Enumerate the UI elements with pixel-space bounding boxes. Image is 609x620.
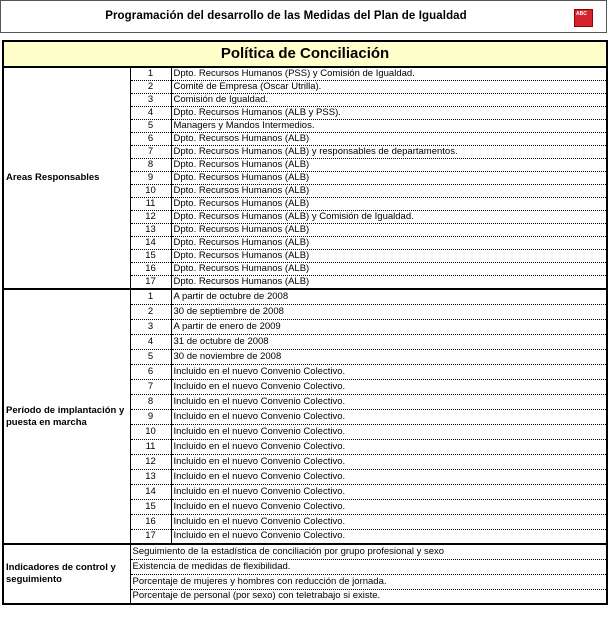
row-text: Dpto. Recursos Humanos (ALB) y Comisión de Igualdad. bbox=[171, 211, 607, 224]
indicator-text: Seguimiento de la estadística de conciliación por grupo profesional y sexo bbox=[130, 544, 607, 559]
row-text: Incluido en el nuevo Convenio Colectivo. bbox=[171, 409, 607, 424]
row-text: Dpto. Recursos Humanos (ALB) bbox=[171, 276, 607, 290]
row-number: 16 bbox=[130, 514, 171, 529]
row-text: Dpto. Recursos Humanos (ALB) bbox=[171, 133, 607, 146]
row-number: 9 bbox=[130, 172, 171, 185]
row-text: Incluido en el nuevo Convenio Colectivo. bbox=[171, 394, 607, 409]
row-text: Dpto. Recursos Humanos (ALB) bbox=[171, 224, 607, 237]
row-number: 3 bbox=[130, 319, 171, 334]
row-number: 12 bbox=[130, 454, 171, 469]
row-number: 6 bbox=[130, 364, 171, 379]
row-text: Incluido en el nuevo Convenio Colectivo. bbox=[171, 499, 607, 514]
company-logo-icon: ABC bbox=[574, 9, 593, 27]
row-text: Incluido en el nuevo Convenio Colectivo. bbox=[171, 364, 607, 379]
row-text: 30 de septiembre de 2008 bbox=[171, 304, 607, 319]
row-number: 4 bbox=[130, 107, 171, 120]
row-number: 11 bbox=[130, 439, 171, 454]
row-text: Incluido en el nuevo Convenio Colectivo. bbox=[171, 454, 607, 469]
row-number: 10 bbox=[130, 424, 171, 439]
indicadores-label: Indicadores de control y seguimiento bbox=[3, 544, 130, 604]
row-number: 14 bbox=[130, 484, 171, 499]
row-number: 8 bbox=[130, 159, 171, 172]
row-text: Comité de Empresa (Oscar Utrilla). bbox=[171, 81, 607, 94]
row-number: 15 bbox=[130, 250, 171, 263]
row-number: 7 bbox=[130, 379, 171, 394]
periodo-implantacion-label: Período de implantación y puesta en marcha bbox=[3, 289, 130, 544]
row-text: Incluido en el nuevo Convenio Colectivo. bbox=[171, 424, 607, 439]
row-number: 15 bbox=[130, 499, 171, 514]
row-number: 7 bbox=[130, 146, 171, 159]
row-text: Comisión de Igualdad. bbox=[171, 94, 607, 107]
row-text: Dpto. Recursos Humanos (ALB) bbox=[171, 237, 607, 250]
row-text: Incluido en el nuevo Convenio Colectivo. bbox=[171, 514, 607, 529]
row-text: Dpto. Recursos Humanos (ALB) bbox=[171, 159, 607, 172]
indicator-row bbox=[3, 544, 607, 559]
indicator-text: Porcentaje de mujeres y hombres con reducción de jornada. bbox=[130, 574, 607, 589]
indicator-text: Porcentaje de personal (por sexo) con teletrabajo si existe. bbox=[130, 589, 607, 604]
row-text: 31 de octubre de 2008 bbox=[171, 334, 607, 349]
measures-table bbox=[2, 40, 608, 605]
policy-title-row bbox=[3, 41, 607, 67]
row-text: Incluido en el nuevo Convenio Colectivo. bbox=[171, 529, 607, 544]
row-text: A partir de octubre de 2008 bbox=[171, 289, 607, 304]
row-number: 13 bbox=[130, 469, 171, 484]
row-number: 6 bbox=[130, 133, 171, 146]
row-number: 10 bbox=[130, 185, 171, 198]
row-number: 5 bbox=[130, 120, 171, 133]
row-number: 12 bbox=[130, 211, 171, 224]
row-text: Dpto. Recursos Humanos (ALB) bbox=[171, 198, 607, 211]
row-text: Dpto. Recursos Humanos (ALB) bbox=[171, 185, 607, 198]
row-number: 9 bbox=[130, 409, 171, 424]
row-number: 16 bbox=[130, 263, 171, 276]
row-number: 2 bbox=[130, 81, 171, 94]
row-text: Dpto. Recursos Humanos (ALB y PSS). bbox=[171, 107, 607, 120]
row-text: Managers y Mandos Intermedios. bbox=[171, 120, 607, 133]
document-header bbox=[0, 0, 607, 33]
row-number: 8 bbox=[130, 394, 171, 409]
row-number: 4 bbox=[130, 334, 171, 349]
row-number: 3 bbox=[130, 94, 171, 107]
row-text: Incluido en el nuevo Convenio Colectivo. bbox=[171, 484, 607, 499]
table-row bbox=[3, 67, 607, 81]
document-title: Programación del desarrollo de las Medidas del Plan de Igualdad bbox=[105, 10, 467, 22]
row-number: 17 bbox=[130, 529, 171, 544]
row-number: 1 bbox=[130, 67, 171, 81]
row-text: Dpto. Recursos Humanos (ALB) bbox=[171, 263, 607, 276]
row-text: Dpto. Recursos Humanos (ALB) bbox=[171, 250, 607, 263]
row-text: Incluido en el nuevo Convenio Colectivo. bbox=[171, 439, 607, 454]
row-number: 5 bbox=[130, 349, 171, 364]
row-number: 17 bbox=[130, 276, 171, 290]
row-text: Dpto. Recursos Humanos (PSS) y Comisión de Igualdad. bbox=[171, 67, 607, 81]
areas-responsables-label: Areas Responsables bbox=[3, 67, 130, 289]
row-text: Dpto. Recursos Humanos (ALB) y responsables de departamentos. bbox=[171, 146, 607, 159]
row-text: A partir de enero de 2009 bbox=[171, 319, 607, 334]
indicator-text: Existencia de medidas de flexibilidad. bbox=[130, 559, 607, 574]
row-text: Dpto. Recursos Humanos (ALB) bbox=[171, 172, 607, 185]
row-number: 14 bbox=[130, 237, 171, 250]
policy-title: Política de Conciliación bbox=[3, 41, 607, 67]
row-number: 1 bbox=[130, 289, 171, 304]
row-number: 11 bbox=[130, 198, 171, 211]
table-row bbox=[3, 289, 607, 304]
row-text: 30 de noviembre de 2008 bbox=[171, 349, 607, 364]
row-text: Incluido en el nuevo Convenio Colectivo. bbox=[171, 469, 607, 484]
row-number: 13 bbox=[130, 224, 171, 237]
row-number: 2 bbox=[130, 304, 171, 319]
row-text: Incluido en el nuevo Convenio Colectivo. bbox=[171, 379, 607, 394]
